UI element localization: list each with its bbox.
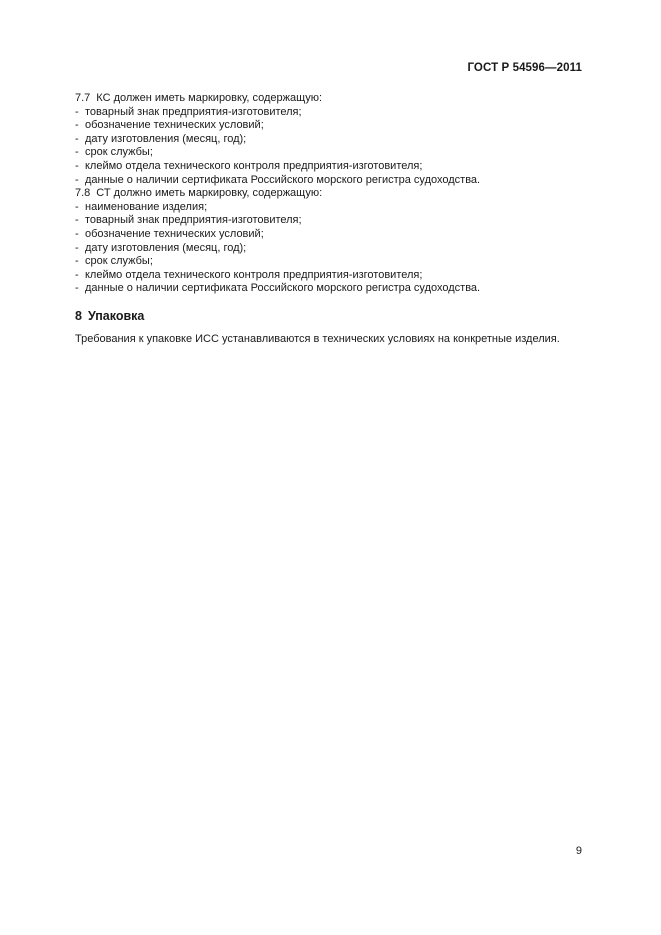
list-item-text: обозначение технических условий; — [85, 119, 264, 132]
standard-designation: ГОСТ Р 54596—2011 — [467, 62, 582, 74]
list-item-text: срок службы; — [85, 146, 153, 159]
list-item — [75, 282, 595, 296]
clause-number: 7.8 — [75, 187, 91, 200]
list-marker: - — [75, 268, 79, 281]
list-item-text: клеймо отдела технического контроля предприятия-изготовителя; — [85, 159, 423, 172]
list-item-text: данные о наличии сертификата Российского морского регистра судоходства. — [85, 173, 481, 186]
list-marker: - — [75, 200, 79, 213]
list-item-text: срок службы; — [85, 255, 153, 268]
list-item-text: клеймо отдела технического контроля предприятия-изготовителя; — [85, 268, 423, 281]
list-item-text: обозначение технических условий; — [85, 227, 264, 240]
page-number: 9 — [575, 845, 582, 857]
section-heading — [75, 309, 144, 323]
list-marker: - — [75, 241, 79, 254]
section-title: Упаковка — [87, 309, 145, 323]
clause-number: 7.7 — [75, 92, 91, 104]
list-marker: - — [75, 119, 79, 132]
list-marker: - — [75, 282, 79, 295]
list-marker: - — [75, 105, 79, 118]
list-item — [75, 133, 595, 147]
list-item — [75, 255, 595, 269]
document-header — [467, 62, 582, 74]
list-marker: - — [75, 173, 79, 186]
clause-7-7-intro — [75, 92, 595, 106]
section-number: 8 — [75, 309, 82, 323]
list-item — [75, 174, 595, 188]
list-marker: - — [75, 227, 79, 240]
list-item — [75, 214, 595, 228]
list-item — [75, 269, 595, 283]
list-marker: - — [75, 159, 79, 172]
list-marker: - — [75, 214, 79, 227]
list-item — [75, 146, 595, 160]
list-item — [75, 119, 595, 133]
list-item — [75, 201, 595, 215]
list-item-text: товарный знак предприятия-изготовителя; — [85, 105, 302, 118]
list-item-text: данные о наличии сертификата Российского морского регистра судоходства. — [85, 282, 481, 295]
clause-text: СТ должно иметь маркировку, содержащую: — [96, 187, 323, 200]
clause-text: КС должен иметь маркировку, содержащую: — [96, 92, 323, 104]
list-item-text: товарный знак предприятия-изготовителя; — [85, 214, 302, 227]
list-item-text: дату изготовления (месяц, год); — [85, 241, 247, 254]
list-item — [75, 160, 595, 174]
list-item — [75, 242, 595, 256]
list-marker: - — [75, 146, 79, 159]
list-item-text: дату изготовления (месяц, год); — [85, 132, 247, 145]
clause-7-8-intro — [75, 187, 595, 201]
list-item — [75, 228, 595, 242]
list-item-text: наименование изделия; — [85, 200, 208, 213]
marking-clauses — [75, 92, 595, 296]
list-marker: - — [75, 255, 79, 268]
list-marker: - — [75, 132, 79, 145]
list-item — [75, 106, 595, 120]
section-paragraph: Требования к упаковке ИСС устанавливаются в технических условиях на конкретные изделия. — [75, 333, 560, 345]
